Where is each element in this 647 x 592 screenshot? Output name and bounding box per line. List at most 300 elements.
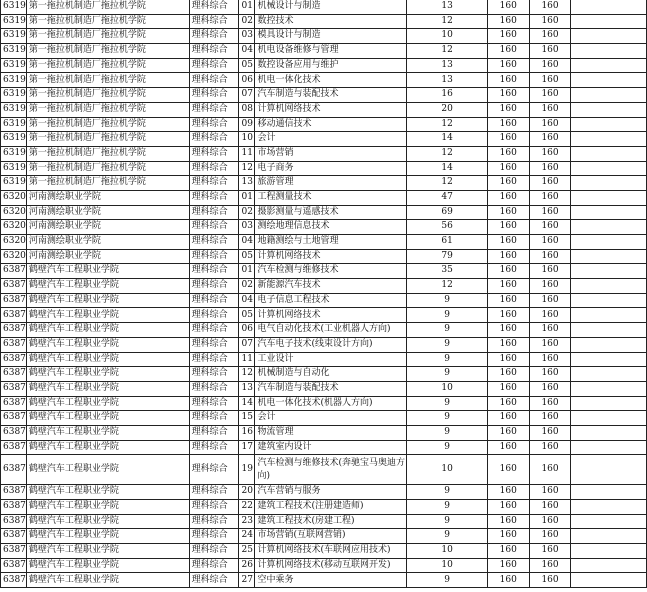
plan-count-cell: 12 (407, 176, 487, 191)
plan-count-cell: 35 (407, 264, 487, 279)
school-code-cell: 6320 (1, 205, 27, 220)
school-code-cell: 6387 (1, 455, 27, 485)
major-name-cell: 建筑工程技术(注册建造师) (255, 500, 407, 515)
major-code-cell: 14 (239, 396, 255, 411)
blank-cell (571, 500, 647, 515)
school-name-cell: 鹤壁汽车工程职业学院 (26, 558, 189, 573)
fee-cell: 160 (529, 235, 571, 250)
fee-cell: 160 (529, 455, 571, 485)
table-row (1, 132, 647, 147)
subject-category-cell: 理科综合 (189, 102, 239, 117)
major-code-cell: 23 (239, 514, 255, 529)
plan-count-cell: 20 (407, 102, 487, 117)
school-code-cell: 6320 (1, 235, 27, 250)
school-name-cell: 鹤壁汽车工程职业学院 (26, 455, 189, 485)
plan-count-cell: 9 (407, 573, 487, 588)
subject-category-cell: 理科综合 (189, 44, 239, 59)
fee-cell: 160 (529, 396, 571, 411)
fee-cell: 160 (529, 205, 571, 220)
school-code-cell: 6319 (1, 102, 27, 117)
fee-cell: 160 (487, 146, 529, 161)
major-code-cell: 24 (239, 529, 255, 544)
table-row (1, 146, 647, 161)
major-name-cell: 电子商务 (255, 161, 407, 176)
school-name-cell: 河南测绘职业学院 (26, 190, 189, 205)
blank-cell (571, 161, 647, 176)
plan-count-cell: 14 (407, 132, 487, 147)
blank-cell (571, 220, 647, 235)
blank-cell (571, 396, 647, 411)
fee-cell: 160 (487, 117, 529, 132)
fee-cell: 160 (529, 88, 571, 103)
school-name-cell: 第一拖拉机制造厂拖拉机学院 (26, 0, 189, 14)
fee-cell: 160 (529, 308, 571, 323)
table-row (1, 381, 647, 396)
fee-cell: 160 (529, 29, 571, 44)
subject-category-cell: 理科综合 (189, 249, 239, 264)
school-code-cell: 6387 (1, 352, 27, 367)
major-name-cell: 汽车检测与维修技术 (255, 264, 407, 279)
major-code-cell: 05 (239, 308, 255, 323)
major-code-cell: 04 (239, 293, 255, 308)
major-code-cell: 04 (239, 235, 255, 250)
fee-cell: 160 (487, 381, 529, 396)
blank-cell (571, 367, 647, 382)
school-code-cell: 6319 (1, 88, 27, 103)
major-name-cell: 机电一体化技术 (255, 73, 407, 88)
table-row (1, 102, 647, 117)
major-code-cell: 06 (239, 73, 255, 88)
major-name-cell: 电子信息工程技术 (255, 293, 407, 308)
school-name-cell: 鹤壁汽车工程职业学院 (26, 573, 189, 588)
school-code-cell: 6387 (1, 544, 27, 559)
school-code-cell: 6387 (1, 264, 27, 279)
blank-cell (571, 14, 647, 29)
major-name-cell: 数控技术 (255, 14, 407, 29)
plan-count-cell: 9 (407, 529, 487, 544)
school-name-cell: 第一拖拉机制造厂拖拉机学院 (26, 58, 189, 73)
major-name-cell: 市场营销 (255, 146, 407, 161)
major-code-cell: 27 (239, 573, 255, 588)
table-row (1, 337, 647, 352)
major-code-cell: 13 (239, 176, 255, 191)
school-code-cell: 6387 (1, 367, 27, 382)
school-name-cell: 鹤壁汽车工程职业学院 (26, 264, 189, 279)
major-code-cell: 19 (239, 455, 255, 485)
school-code-cell: 6319 (1, 14, 27, 29)
school-code-cell: 6319 (1, 117, 27, 132)
fee-cell: 160 (487, 500, 529, 515)
plan-count-cell: 12 (407, 279, 487, 294)
major-name-cell: 机械设计与制造 (255, 0, 407, 14)
plan-count-cell: 14 (407, 161, 487, 176)
subject-category-cell: 理科综合 (189, 544, 239, 559)
major-name-cell: 机电一体化技术(机器人方向) (255, 396, 407, 411)
subject-category-cell: 理科综合 (189, 514, 239, 529)
school-code-cell: 6387 (1, 440, 27, 455)
fee-cell: 160 (487, 102, 529, 117)
school-name-cell: 河南测绘职业学院 (26, 220, 189, 235)
school-name-cell: 第一拖拉机制造厂拖拉机学院 (26, 29, 189, 44)
blank-cell (571, 279, 647, 294)
major-name-cell: 计算机网络技术(移动互联网开发) (255, 558, 407, 573)
subject-category-cell: 理科综合 (189, 396, 239, 411)
plan-count-cell: 9 (407, 440, 487, 455)
school-code-cell: 6319 (1, 44, 27, 59)
fee-cell: 160 (529, 190, 571, 205)
fee-cell: 160 (487, 279, 529, 294)
plan-count-cell: 9 (407, 500, 487, 515)
plan-count-cell: 9 (407, 396, 487, 411)
subject-category-cell: 理科综合 (189, 529, 239, 544)
fee-cell: 160 (487, 558, 529, 573)
fee-cell: 160 (529, 558, 571, 573)
fee-cell: 160 (487, 58, 529, 73)
fee-cell: 160 (487, 529, 529, 544)
subject-category-cell: 理科综合 (189, 176, 239, 191)
subject-category-cell: 理科综合 (189, 132, 239, 147)
blank-cell (571, 0, 647, 14)
school-name-cell: 鹤壁汽车工程职业学院 (26, 544, 189, 559)
fee-cell: 160 (487, 235, 529, 250)
major-name-cell: 空中乘务 (255, 573, 407, 588)
major-name-cell: 工业设计 (255, 352, 407, 367)
school-name-cell: 第一拖拉机制造厂拖拉机学院 (26, 102, 189, 117)
blank-cell (571, 308, 647, 323)
major-code-cell: 02 (239, 14, 255, 29)
fee-cell: 160 (529, 514, 571, 529)
subject-category-cell: 理科综合 (189, 161, 239, 176)
school-name-cell: 鹤壁汽车工程职业学院 (26, 440, 189, 455)
fee-cell: 160 (487, 205, 529, 220)
fee-cell: 160 (529, 220, 571, 235)
plan-count-cell: 61 (407, 235, 487, 250)
table-row (1, 411, 647, 426)
blank-cell (571, 102, 647, 117)
subject-category-cell: 理科综合 (189, 0, 239, 14)
plan-count-cell: 9 (407, 337, 487, 352)
major-code-cell: 02 (239, 205, 255, 220)
major-name-cell: 电气自动化技术(工业机器人方向) (255, 323, 407, 338)
table-row (1, 220, 647, 235)
school-name-cell: 第一拖拉机制造厂拖拉机学院 (26, 44, 189, 59)
school-code-cell: 6387 (1, 308, 27, 323)
school-name-cell: 第一拖拉机制造厂拖拉机学院 (26, 132, 189, 147)
major-code-cell: 05 (239, 249, 255, 264)
plan-count-cell: 47 (407, 190, 487, 205)
fee-cell: 160 (487, 14, 529, 29)
school-name-cell: 鹤壁汽车工程职业学院 (26, 323, 189, 338)
fee-cell: 160 (529, 146, 571, 161)
table-row (1, 485, 647, 500)
fee-cell: 160 (529, 14, 571, 29)
school-name-cell: 鹤壁汽车工程职业学院 (26, 411, 189, 426)
table-row (1, 44, 647, 59)
major-name-cell: 计算机网络技术 (255, 102, 407, 117)
table-row (1, 117, 647, 132)
fee-cell: 160 (487, 455, 529, 485)
subject-category-cell: 理科综合 (189, 205, 239, 220)
major-code-cell: 03 (239, 29, 255, 44)
table-row (1, 190, 647, 205)
fee-cell: 160 (487, 440, 529, 455)
plan-count-cell: 12 (407, 14, 487, 29)
school-name-cell: 鹤壁汽车工程职业学院 (26, 529, 189, 544)
subject-category-cell: 理科综合 (189, 117, 239, 132)
fee-cell: 160 (529, 529, 571, 544)
blank-cell (571, 558, 647, 573)
table-row (1, 279, 647, 294)
major-code-cell: 01 (239, 0, 255, 14)
major-code-cell: 08 (239, 102, 255, 117)
fee-cell: 160 (529, 367, 571, 382)
plan-count-cell: 10 (407, 381, 487, 396)
plan-count-cell: 12 (407, 146, 487, 161)
fee-cell: 160 (487, 88, 529, 103)
major-code-cell: 01 (239, 264, 255, 279)
subject-category-cell: 理科综合 (189, 425, 239, 440)
subject-category-cell: 理科综合 (189, 337, 239, 352)
table-row (1, 249, 647, 264)
school-code-cell: 6319 (1, 58, 27, 73)
school-code-cell: 6387 (1, 293, 27, 308)
school-code-cell: 6387 (1, 323, 27, 338)
table-row (1, 558, 647, 573)
plan-count-cell: 12 (407, 117, 487, 132)
fee-cell: 160 (487, 44, 529, 59)
fee-cell: 160 (529, 279, 571, 294)
plan-count-cell: 10 (407, 558, 487, 573)
table-row (1, 29, 647, 44)
school-code-cell: 6387 (1, 558, 27, 573)
fee-cell: 160 (529, 161, 571, 176)
fee-cell: 160 (529, 58, 571, 73)
major-code-cell: 02 (239, 279, 255, 294)
major-name-cell: 计算机网络技术(车联网应用技术) (255, 544, 407, 559)
subject-category-cell: 理科综合 (189, 279, 239, 294)
fee-cell: 160 (529, 352, 571, 367)
school-code-cell: 6387 (1, 573, 27, 588)
major-name-cell: 建筑工程技术(房建工程) (255, 514, 407, 529)
major-name-cell: 市场营销(互联网营销) (255, 529, 407, 544)
table-row (1, 161, 647, 176)
plan-count-cell: 10 (407, 455, 487, 485)
fee-cell: 160 (529, 293, 571, 308)
school-name-cell: 鹤壁汽车工程职业学院 (26, 367, 189, 382)
fee-cell: 160 (487, 573, 529, 588)
plan-count-cell: 9 (407, 323, 487, 338)
subject-category-cell: 理科综合 (189, 88, 239, 103)
major-code-cell: 16 (239, 425, 255, 440)
blank-cell (571, 440, 647, 455)
major-code-cell: 05 (239, 58, 255, 73)
table-row (1, 235, 647, 250)
table-row (1, 544, 647, 559)
school-name-cell: 鹤壁汽车工程职业学院 (26, 500, 189, 515)
major-code-cell: 11 (239, 352, 255, 367)
major-code-cell: 06 (239, 323, 255, 338)
table-row (1, 500, 647, 515)
table-body (1, 0, 647, 588)
plan-count-cell: 12 (407, 44, 487, 59)
blank-cell (571, 425, 647, 440)
fee-cell: 160 (529, 102, 571, 117)
blank-cell (571, 132, 647, 147)
school-code-cell: 6320 (1, 190, 27, 205)
major-name-cell: 计算机网络技术 (255, 249, 407, 264)
major-name-cell: 汽车制造与装配技术 (255, 381, 407, 396)
fee-cell: 160 (487, 411, 529, 426)
fee-cell: 160 (487, 337, 529, 352)
school-name-cell: 河南测绘职业学院 (26, 235, 189, 250)
major-name-cell: 会计 (255, 411, 407, 426)
school-name-cell: 第一拖拉机制造厂拖拉机学院 (26, 161, 189, 176)
subject-category-cell: 理科综合 (189, 485, 239, 500)
major-name-cell: 计算机网络技术 (255, 308, 407, 323)
blank-cell (571, 529, 647, 544)
table-row (1, 425, 647, 440)
subject-category-cell: 理科综合 (189, 411, 239, 426)
fee-cell: 160 (529, 544, 571, 559)
school-name-cell: 第一拖拉机制造厂拖拉机学院 (26, 88, 189, 103)
subject-category-cell: 理科综合 (189, 308, 239, 323)
subject-category-cell: 理科综合 (189, 146, 239, 161)
subject-category-cell: 理科综合 (189, 29, 239, 44)
fee-cell: 160 (487, 73, 529, 88)
blank-cell (571, 205, 647, 220)
fee-cell: 160 (529, 73, 571, 88)
major-name-cell: 汽车制造与装配技术 (255, 88, 407, 103)
school-name-cell: 鹤壁汽车工程职业学院 (26, 485, 189, 500)
fee-cell: 160 (487, 352, 529, 367)
fee-cell: 160 (487, 161, 529, 176)
school-code-cell: 6387 (1, 337, 27, 352)
table-row (1, 205, 647, 220)
fee-cell: 160 (487, 176, 529, 191)
table-row (1, 308, 647, 323)
major-name-cell: 旅游管理 (255, 176, 407, 191)
fee-cell: 160 (529, 381, 571, 396)
school-name-cell: 第一拖拉机制造厂拖拉机学院 (26, 73, 189, 88)
major-name-cell: 汽车电子技术(线束设计方向) (255, 337, 407, 352)
major-code-cell: 17 (239, 440, 255, 455)
fee-cell: 160 (529, 440, 571, 455)
fee-cell: 160 (529, 573, 571, 588)
fee-cell: 160 (487, 396, 529, 411)
major-code-cell: 20 (239, 485, 255, 500)
subject-category-cell: 理科综合 (189, 73, 239, 88)
fee-cell: 160 (487, 264, 529, 279)
fee-cell: 160 (529, 411, 571, 426)
table-row (1, 73, 647, 88)
major-name-cell: 会计 (255, 132, 407, 147)
school-code-cell: 6319 (1, 132, 27, 147)
subject-category-cell: 理科综合 (189, 293, 239, 308)
fee-cell: 160 (487, 293, 529, 308)
table-row (1, 0, 647, 14)
major-code-cell: 12 (239, 367, 255, 382)
school-name-cell: 第一拖拉机制造厂拖拉机学院 (26, 176, 189, 191)
fee-cell: 160 (487, 0, 529, 14)
plan-count-cell: 9 (407, 514, 487, 529)
subject-category-cell: 理科综合 (189, 352, 239, 367)
subject-category-cell: 理科综合 (189, 323, 239, 338)
school-name-cell: 鹤壁汽车工程职业学院 (26, 352, 189, 367)
blank-cell (571, 88, 647, 103)
major-name-cell: 摄影测量与遥感技术 (255, 205, 407, 220)
plan-count-cell: 9 (407, 352, 487, 367)
major-code-cell: 09 (239, 117, 255, 132)
blank-cell (571, 73, 647, 88)
table-row (1, 264, 647, 279)
subject-category-cell: 理科综合 (189, 190, 239, 205)
table-row (1, 455, 647, 485)
school-name-cell: 鹤壁汽车工程职业学院 (26, 514, 189, 529)
school-code-cell: 6387 (1, 396, 27, 411)
major-name-cell: 新能源汽车技术 (255, 279, 407, 294)
blank-cell (571, 337, 647, 352)
fee-cell: 160 (529, 337, 571, 352)
fee-cell: 160 (529, 117, 571, 132)
fee-cell: 160 (529, 425, 571, 440)
major-code-cell: 04 (239, 44, 255, 59)
major-code-cell: 07 (239, 88, 255, 103)
major-name-cell: 工程测量技术 (255, 190, 407, 205)
fee-cell: 160 (487, 514, 529, 529)
plan-count-cell: 9 (407, 485, 487, 500)
fee-cell: 160 (529, 500, 571, 515)
fee-cell: 160 (487, 190, 529, 205)
subject-category-cell: 理科综合 (189, 558, 239, 573)
table-row (1, 396, 647, 411)
school-code-cell: 6320 (1, 220, 27, 235)
blank-cell (571, 381, 647, 396)
blank-cell (571, 146, 647, 161)
plan-count-cell: 13 (407, 58, 487, 73)
school-code-cell: 6319 (1, 29, 27, 44)
major-name-cell: 机械制造与自动化 (255, 367, 407, 382)
school-code-cell: 6387 (1, 425, 27, 440)
fee-cell: 160 (487, 544, 529, 559)
plan-count-cell: 56 (407, 220, 487, 235)
school-name-cell: 鹤壁汽车工程职业学院 (26, 425, 189, 440)
fee-cell: 160 (487, 220, 529, 235)
plan-count-cell: 9 (407, 411, 487, 426)
blank-cell (571, 117, 647, 132)
school-name-cell: 河南测绘职业学院 (26, 249, 189, 264)
blank-cell (571, 249, 647, 264)
subject-category-cell: 理科综合 (189, 367, 239, 382)
school-name-cell: 第一拖拉机制造厂拖拉机学院 (26, 117, 189, 132)
school-code-cell: 6319 (1, 176, 27, 191)
major-code-cell: 26 (239, 558, 255, 573)
major-code-cell: 12 (239, 161, 255, 176)
blank-cell (571, 235, 647, 250)
plan-count-cell: 9 (407, 367, 487, 382)
major-name-cell: 物流管理 (255, 425, 407, 440)
major-name-cell: 汽车营销与服务 (255, 485, 407, 500)
school-code-cell: 6387 (1, 411, 27, 426)
school-name-cell: 鹤壁汽车工程职业学院 (26, 308, 189, 323)
school-code-cell: 6387 (1, 279, 27, 294)
school-code-cell: 6387 (1, 485, 27, 500)
fee-cell: 160 (487, 425, 529, 440)
subject-category-cell: 理科综合 (189, 381, 239, 396)
school-name-cell: 鹤壁汽车工程职业学院 (26, 293, 189, 308)
blank-cell (571, 514, 647, 529)
school-code-cell: 6319 (1, 161, 27, 176)
table-row (1, 573, 647, 588)
